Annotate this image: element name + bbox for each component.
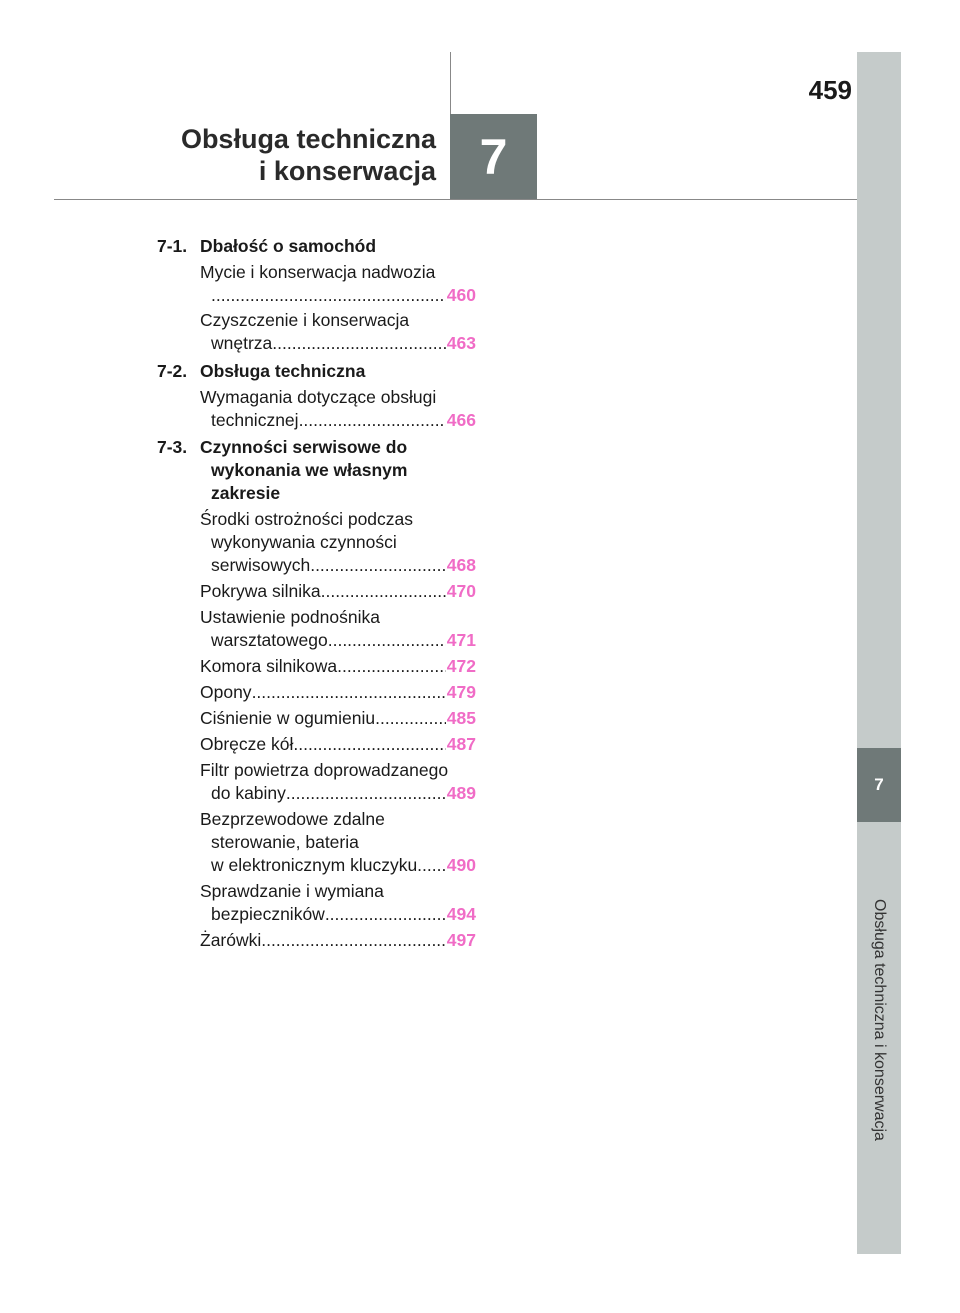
section-number: 7-1. (157, 236, 188, 256)
header-vertical-rule (450, 52, 451, 114)
toc-entry-leader[interactable] (211, 854, 476, 877)
page-link[interactable]: 485 (446, 708, 476, 728)
toc-entry-leader[interactable] (200, 929, 476, 952)
dot-leader (261, 929, 446, 952)
toc-entry-leader[interactable] (200, 733, 476, 756)
page-link[interactable]: 460 (446, 285, 476, 305)
toc-entry-text: Komora silnikowa (200, 656, 338, 676)
toc-entry-leader[interactable] (211, 284, 476, 307)
page-link[interactable]: 489 (446, 783, 476, 803)
toc-entry-leader[interactable] (211, 629, 476, 652)
dot-leader (325, 903, 446, 926)
page-link[interactable]: 490 (446, 855, 476, 875)
page-link[interactable]: 472 (446, 656, 476, 676)
page-link[interactable]: 487 (446, 734, 476, 754)
toc-entry-text: wykonywania czynności (211, 532, 397, 552)
toc-entry-text: warsztatowego (211, 630, 328, 650)
toc-entry-text[interactable]: Czyszczenie i konserwacja (200, 310, 410, 330)
toc-entry-text: wnętrza (211, 333, 273, 353)
section-title[interactable]: Czynności serwisowe do (200, 437, 408, 457)
dot-leader (417, 854, 446, 877)
toc-entry-leader[interactable] (200, 681, 476, 704)
page-link[interactable]: 466 (446, 410, 476, 430)
page-link[interactable]: 494 (446, 904, 476, 924)
dot-leader (375, 707, 446, 730)
chapter-title-line1: Obsługa techniczna (180, 124, 436, 154)
dot-leader (321, 580, 446, 603)
page-link[interactable]: 468 (446, 555, 476, 575)
chapter-number-box: 7 (450, 114, 537, 200)
toc-entry-text[interactable]: Bezprzewodowe zdalne (200, 809, 385, 829)
section-title[interactable]: Dbałość o samochód (200, 236, 377, 256)
toc-entry-text: sterowanie, bateria (211, 832, 359, 852)
page-link[interactable]: 497 (446, 930, 476, 950)
toc-entry-leader[interactable] (200, 580, 476, 603)
toc-entry-text[interactable]: Wymagania dotyczące obsługi (200, 387, 437, 407)
toc-entry-text: do kabiny (211, 783, 286, 803)
toc-entry-text[interactable]: Filtr powietrza doprowadzanego (200, 760, 449, 780)
page-number: 459 (808, 75, 852, 105)
section-title[interactable]: Obsługa techniczna (200, 361, 366, 381)
toc-entry-leader[interactable] (211, 409, 476, 432)
section-title-cont: zakresie (211, 483, 281, 503)
toc-entry-text[interactable]: Mycie i konserwacja nadwozia (200, 262, 436, 282)
toc-entry-text: serwisowych (211, 555, 311, 575)
section-number: 7-2. (157, 361, 188, 381)
toc-entry-leader[interactable] (200, 707, 476, 730)
dot-leader (252, 681, 446, 704)
section-number: 7-3. (157, 437, 188, 457)
page-link[interactable]: 463 (446, 333, 476, 353)
toc-entry-text[interactable]: Sprawdzanie i wymiana (200, 881, 384, 901)
toc-entry-text[interactable]: Środki ostrożności podczas (200, 509, 414, 529)
toc-entry-text: Pokrywa silnika (200, 581, 321, 601)
dot-leader (299, 409, 446, 432)
toc-entry-leader[interactable] (211, 903, 476, 926)
dot-leader (211, 284, 446, 307)
toc-entry-leader[interactable] (211, 782, 476, 805)
page-link[interactable]: 470 (446, 581, 476, 601)
toc-entry-text[interactable]: Ustawienie podnośnika (200, 607, 380, 627)
page-link[interactable]: 471 (446, 630, 476, 650)
toc-entry-text: w elektronicznym kluczyku (211, 855, 418, 875)
dot-leader (328, 629, 446, 652)
toc-entry-text: Żarówki (200, 930, 262, 950)
toc-entry-text: technicznej (211, 410, 299, 430)
section-title-cont: wykonania we własnym (211, 460, 408, 480)
header-rule (54, 199, 857, 200)
toc-entry-text: Obręcze kół (200, 734, 294, 754)
dot-leader (272, 332, 446, 355)
chapter-title-line2: i konserwacja (258, 156, 436, 186)
dot-leader (286, 782, 446, 805)
toc-entry-text: Opony (200, 682, 252, 702)
dot-leader (337, 655, 446, 678)
toc-entry-leader[interactable] (200, 655, 476, 678)
toc-entry-leader[interactable] (211, 554, 476, 577)
toc-entry-leader[interactable] (211, 332, 476, 355)
dot-leader (293, 733, 445, 756)
dot-leader (310, 554, 446, 577)
toc-entry-text: Ciśnienie w ogumieniu (200, 708, 376, 728)
side-chapter-label: Obsługa techniczna i konserwacja (871, 899, 888, 1141)
side-chapter-tab[interactable]: 7 (857, 748, 901, 822)
page-link[interactable]: 479 (446, 682, 476, 702)
toc-entry-text: bezpieczników (211, 904, 325, 924)
